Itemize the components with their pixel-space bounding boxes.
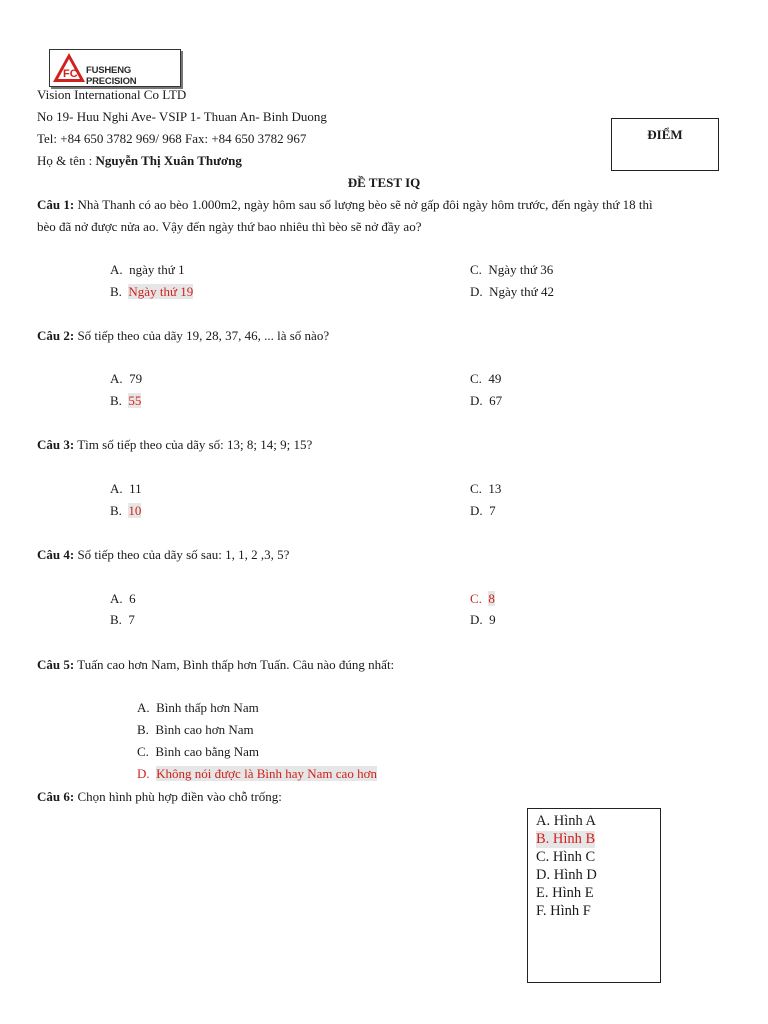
selected-answer: 10	[128, 503, 142, 518]
option-q5-c[interactable]: C. Bình cao bằng Nam	[137, 744, 260, 759]
option-q2-a[interactable]: A. 79	[110, 371, 143, 386]
option-q1-a[interactable]: A. ngày thứ 1	[110, 262, 185, 277]
question-text: Nhà Thanh có ao bèo 1.000m2, ngày hôm sau số lượng bèo sẽ nở gấp đôi ngày hôm trước, đến ngày thứ 18 thì	[74, 197, 653, 212]
name-label: Họ & tên :	[37, 153, 96, 168]
option-q4-d[interactable]: D. 9	[470, 612, 496, 627]
option-q2-c[interactable]: C. 49	[470, 371, 502, 386]
option-q5-d[interactable]: D. Không nói được là Bình hay Nam cao hơn	[137, 766, 377, 781]
option-q6-b[interactable]: B. Hình B	[536, 831, 596, 847]
option-q1-d[interactable]: D. Ngày thứ 42	[470, 284, 554, 299]
company-address: No 19- Huu Nghi Ave- VSIP 1- Thuan An- Binh Duong	[37, 109, 327, 124]
test-title: ĐỀ TEST IQ	[347, 175, 421, 190]
question-label: Câu 4:	[37, 547, 75, 562]
question-2	[37, 328, 329, 344]
score-label: ĐIỂM	[647, 127, 683, 142]
option-q1-b[interactable]: B. Ngày thứ 19	[110, 284, 194, 299]
option-q5-a[interactable]: A. Bình thấp hơn Nam	[137, 700, 259, 715]
question-5	[37, 657, 394, 673]
option-q6-c[interactable]: C. Hình C	[536, 849, 596, 865]
answer-box	[527, 808, 661, 983]
option-q2-b[interactable]: B. 55	[110, 393, 142, 408]
question-3	[37, 437, 312, 453]
logo-text: FUSHENG PRECISION	[86, 65, 137, 87]
option-q6-a[interactable]: A. Hình A	[536, 813, 597, 829]
company-contact: Tel: +84 650 3782 969/ 968 Fax: +84 650 3782 967	[37, 131, 307, 146]
logo-mark-icon	[52, 52, 86, 84]
selected-answer: Không nói được là Bình hay Nam cao hơn	[156, 766, 377, 781]
selected-answer: Ngày thứ 19	[128, 284, 194, 299]
option-q3-d[interactable]: D. 7	[470, 503, 496, 518]
question-label: Câu 6:	[37, 789, 75, 804]
question-text: Tìm số tiếp theo của dãy số: 13; 8; 14; 9; 15?	[74, 437, 313, 452]
question-label: Câu 5:	[37, 657, 75, 672]
question-1-cont: bèo đã nở được nửa ao. Vậy đến ngày thứ bao nhiêu thì bèo sẽ nở đầy ao?	[37, 219, 422, 234]
question-1	[37, 197, 653, 213]
question-label: Câu 3:	[37, 437, 75, 452]
option-q3-c[interactable]: C. 13	[470, 481, 502, 496]
score-box	[611, 118, 719, 171]
option-q6-e[interactable]: E. Hình E	[536, 885, 594, 901]
option-q6-f[interactable]: F. Hình F	[536, 903, 591, 919]
question-text: Tuấn cao hơn Nam, Bình thấp hơn Tuấn. Câu nào đúng nhất:	[74, 657, 395, 672]
question-label: Câu 2:	[37, 328, 75, 343]
option-q2-d[interactable]: D. 67	[470, 393, 503, 408]
question-label: Câu 1:	[37, 197, 75, 212]
option-q4-a[interactable]: A. 6	[110, 591, 136, 606]
option-q3-b[interactable]: B. 10	[110, 503, 142, 518]
student-name-line	[37, 153, 242, 169]
question-text: Chọn hình phù hợp điền vào chỗ trống:	[74, 789, 282, 804]
svg-text:FC: FC	[63, 68, 78, 80]
question-text: Số tiếp theo của dãy số sau: 1, 1, 2 ,3, 5?	[74, 547, 290, 562]
option-q1-c[interactable]: C. Ngày thứ 36	[470, 262, 554, 277]
question-4	[37, 547, 289, 563]
name-value: Nguyễn Thị Xuân Thương	[95, 153, 242, 168]
company-logo	[49, 49, 181, 87]
company-name: Vision International Co LTD	[37, 87, 187, 102]
selected-answer: 8	[488, 591, 495, 606]
option-q4-b[interactable]: B. 7	[110, 612, 135, 627]
option-q5-b[interactable]: B. Bình cao hơn Nam	[137, 722, 254, 737]
question-6	[37, 789, 282, 805]
question-text: Số tiếp theo của dãy 19, 28, 37, 46, ... là số nào?	[74, 328, 330, 343]
option-q3-a[interactable]: A. 11	[110, 481, 142, 496]
option-q4-c[interactable]: C. 8	[470, 591, 495, 606]
selected-answer: 55	[128, 393, 142, 408]
option-q6-d[interactable]: D. Hình D	[536, 867, 597, 883]
